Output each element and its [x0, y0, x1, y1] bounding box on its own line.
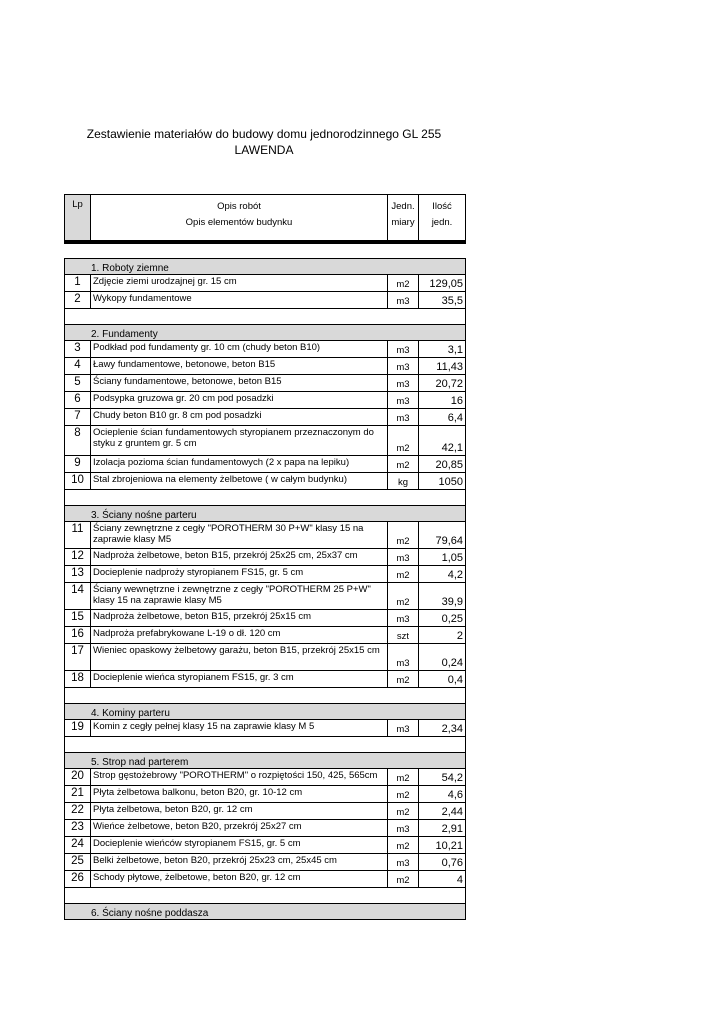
- row-quantity: 129,05: [429, 278, 463, 290]
- row-description: Podsypka gruzowa gr. 20 cm pod posadzki: [91, 392, 388, 408]
- row-quantity: 0,76: [441, 857, 463, 869]
- row-quantity: 1,05: [441, 552, 463, 564]
- table-row: [65, 522, 465, 549]
- row-number: 15: [65, 610, 91, 626]
- row-quantity: 0,4: [447, 674, 463, 686]
- table-header: [64, 194, 466, 244]
- row-number: 26: [65, 871, 91, 887]
- row-quantity: 4: [456, 874, 463, 886]
- section-header: [65, 259, 465, 275]
- row-quantity: 2,91: [441, 823, 463, 835]
- table-row: [65, 375, 465, 392]
- row-number: 8: [65, 426, 91, 455]
- section-title: 6. Ściany nośne poddasza: [91, 908, 209, 919]
- table-row: [65, 627, 465, 644]
- row-quantity: 79,64: [435, 535, 463, 547]
- row-unit: m3: [388, 549, 419, 565]
- table-row: [65, 769, 465, 786]
- row-description: Wieniec opaskowy żelbetowy garażu, beton B15, przekrój 25x15 cm: [91, 644, 388, 670]
- section-title: 1. Roboty ziemne: [91, 263, 169, 274]
- row-quantity: 4,2: [447, 569, 463, 581]
- row-unit: m2: [388, 769, 419, 785]
- section-title: 4. Kominy parteru: [91, 708, 170, 719]
- row-description: Zdjęcie ziemi urodzajnej gr. 15 cm: [91, 275, 388, 291]
- table-row: [65, 292, 465, 309]
- row-quantity: 3,1: [447, 344, 463, 356]
- header-description: [91, 195, 388, 240]
- row-unit: m2: [388, 522, 419, 548]
- row-description: Schody płytowe, żelbetowe, beton B20, gr. 12 cm: [91, 871, 388, 887]
- row-description: Belki żelbetowe, beton B20, przekrój 25x23 cm, 25x45 cm: [91, 854, 388, 870]
- section-header: [65, 753, 465, 769]
- row-description: Podkład pod fundamenty gr. 10 cm (chudy beton B10): [91, 341, 388, 357]
- row-number: 22: [65, 803, 91, 819]
- table-row: [65, 409, 465, 426]
- row-number: 4: [65, 358, 91, 374]
- row-number: 5: [65, 375, 91, 391]
- section-title: 5. Strop nad parterem: [91, 757, 189, 768]
- row-number: 6: [65, 392, 91, 408]
- row-unit: m3: [388, 375, 419, 391]
- row-quantity: 39,9: [441, 596, 463, 608]
- table-row: [65, 786, 465, 803]
- document-title: [64, 126, 464, 158]
- section-header: [65, 325, 465, 341]
- row-quantity: 0,24: [441, 657, 463, 669]
- header-unit: [388, 195, 419, 240]
- header-quantity: [419, 195, 465, 240]
- row-unit: m2: [388, 803, 419, 819]
- row-quantity: 10,21: [435, 840, 463, 852]
- table-row: [65, 275, 465, 292]
- row-unit: m3: [388, 409, 419, 425]
- row-unit: m2: [388, 837, 419, 853]
- header-quantity-line-2: jedn.: [431, 217, 453, 228]
- row-description: Wykopy fundamentowe: [91, 292, 388, 308]
- row-quantity: 16: [450, 395, 463, 407]
- row-number: 7: [65, 409, 91, 425]
- section-title: 2. Fundamenty: [91, 329, 158, 340]
- row-unit: m3: [388, 854, 419, 870]
- row-unit: m3: [388, 720, 419, 736]
- row-description: Nadproża żelbetowe, beton B15, przekrój 25x25 cm, 25x37 cm: [91, 549, 388, 565]
- row-unit: m2: [388, 671, 419, 687]
- row-number: 2: [65, 292, 91, 308]
- table-row: [65, 644, 465, 671]
- section-spacer: [65, 309, 465, 325]
- row-unit: szt: [388, 627, 419, 643]
- row-description: Ocieplenie ścian fundamentowych styropianem przeznaczonym do styku z gruntem gr. 5 cm: [91, 426, 388, 455]
- row-description: Ściany zewnętrzne z cegły "POROTHERM 30 P+W" klasy 15 na zaprawie klasy M5: [91, 522, 388, 548]
- row-number: 11: [65, 522, 91, 548]
- table-row: [65, 803, 465, 820]
- table-row: [65, 358, 465, 375]
- header-description-line-1: Opis robót: [217, 201, 261, 212]
- row-description: Ławy fundamentowe, betonowe, beton B15: [91, 358, 388, 374]
- row-quantity: 2,34: [441, 723, 463, 735]
- row-number: 23: [65, 820, 91, 836]
- row-quantity: 4,6: [447, 789, 463, 801]
- table-row: [65, 854, 465, 871]
- section-spacer: [65, 888, 465, 904]
- header-unit-line-2: miary: [391, 217, 415, 228]
- row-number: 9: [65, 456, 91, 472]
- row-unit: kg: [388, 473, 419, 489]
- table-row: [65, 820, 465, 837]
- row-unit: m3: [388, 644, 419, 670]
- row-unit: m2: [388, 583, 419, 609]
- row-number: 13: [65, 566, 91, 582]
- table-row: [65, 610, 465, 627]
- row-quantity: 2: [456, 630, 463, 642]
- row-description: Komin z cegły pełnej klasy 15 na zaprawie klasy M 5: [91, 720, 388, 736]
- row-description: Izolacja pozioma ścian fundamentowych (2 x papa na lepiku): [91, 456, 388, 472]
- header-unit-line-1: Jedn.: [391, 201, 415, 212]
- row-quantity: 20,72: [435, 378, 463, 390]
- row-unit: m3: [388, 820, 419, 836]
- row-description: Docieplenie wieńca styropianem FS15, gr. 3 cm: [91, 671, 388, 687]
- row-number: 25: [65, 854, 91, 870]
- row-number: 16: [65, 627, 91, 643]
- row-unit: m2: [388, 871, 419, 887]
- section-header: [65, 704, 465, 720]
- row-number: 19: [65, 720, 91, 736]
- table-row: [65, 341, 465, 358]
- table-row: [65, 549, 465, 566]
- section-spacer: [65, 688, 465, 704]
- materials-table: [64, 258, 466, 920]
- row-description: Nadproża prefabrykowane L-19 o dł. 120 cm: [91, 627, 388, 643]
- table-row: [65, 473, 465, 490]
- section-spacer: [65, 490, 465, 506]
- row-description: Chudy beton B10 gr. 8 cm pod posadzki: [91, 409, 388, 425]
- row-number: 20: [65, 769, 91, 785]
- table-row: [65, 583, 465, 610]
- row-description: Ściany wewnętrzne i zewnętrzne z cegły "POROTHERM 25 P+W" klasy 15 na zaprawie klasy M5: [91, 583, 388, 609]
- row-unit: m2: [388, 426, 419, 455]
- row-unit: m2: [388, 456, 419, 472]
- table-row: [65, 456, 465, 473]
- row-description: Płyta żelbetowa balkonu, beton B20, gr. 10-12 cm: [91, 786, 388, 802]
- row-unit: m3: [388, 392, 419, 408]
- table-row: [65, 426, 465, 456]
- row-number: 18: [65, 671, 91, 687]
- row-quantity: 1050: [438, 476, 463, 488]
- row-description: Wieńce żelbetowe, beton B20, przekrój 25x27 cm: [91, 820, 388, 836]
- row-number: 24: [65, 837, 91, 853]
- row-unit: m3: [388, 292, 419, 308]
- header-description-line-2: Opis elementów budynku: [185, 217, 293, 228]
- row-number: 1: [65, 275, 91, 291]
- row-number: 3: [65, 341, 91, 357]
- row-number: 10: [65, 473, 91, 489]
- table-row: [65, 392, 465, 409]
- row-unit: m3: [388, 358, 419, 374]
- section-header: [65, 506, 465, 522]
- row-description: Płyta żelbetowa, beton B20, gr. 12 cm: [91, 803, 388, 819]
- row-quantity: 42,1: [441, 442, 463, 454]
- title-line-2: LAWENDA: [234, 143, 294, 157]
- row-unit: m2: [388, 786, 419, 802]
- row-number: 14: [65, 583, 91, 609]
- row-description: Ściany fundamentowe, betonowe, beton B15: [91, 375, 388, 391]
- row-quantity: 35,5: [441, 295, 463, 307]
- row-description: Docieplenie nadproży styropianem FS15, gr. 5 cm: [91, 566, 388, 582]
- row-unit: m3: [388, 610, 419, 626]
- table-row: [65, 671, 465, 688]
- table-row: [65, 871, 465, 888]
- row-description: Docieplenie wieńców styropianem FS15, gr. 5 cm: [91, 837, 388, 853]
- row-quantity: 0,25: [441, 613, 463, 625]
- row-quantity: 2,44: [441, 806, 463, 818]
- row-number: 17: [65, 644, 91, 670]
- row-description: Strop gęstożebrowy "POROTHERM" o rozpiętości 150, 425, 565cm: [91, 769, 388, 785]
- row-unit: m2: [388, 566, 419, 582]
- row-unit: m2: [388, 275, 419, 291]
- row-number: 12: [65, 549, 91, 565]
- section-spacer: [65, 737, 465, 753]
- row-description: Stal zbrojeniowa na elementy żelbetowe ( w całym budynku): [91, 473, 388, 489]
- title-line-1: Zestawienie materiałów do budowy domu jednorodzinnego GL 255: [86, 127, 442, 141]
- row-number: 21: [65, 786, 91, 802]
- row-description: Nadproża żelbetowe, beton B15, przekrój 25x15 cm: [91, 610, 388, 626]
- table-row: [65, 720, 465, 737]
- section-title: 3. Ściany nośne parteru: [91, 510, 197, 521]
- table-row: [65, 837, 465, 854]
- header-lp: Lp: [65, 195, 91, 240]
- row-quantity: 54,2: [441, 772, 463, 784]
- row-quantity: 11,43: [436, 361, 463, 373]
- table-row: [65, 566, 465, 583]
- section-header: [65, 904, 465, 920]
- row-quantity: 6,4: [447, 412, 463, 424]
- row-quantity: 20,85: [435, 459, 463, 471]
- row-unit: m3: [388, 341, 419, 357]
- header-quantity-line-1: Ilość: [432, 201, 452, 212]
